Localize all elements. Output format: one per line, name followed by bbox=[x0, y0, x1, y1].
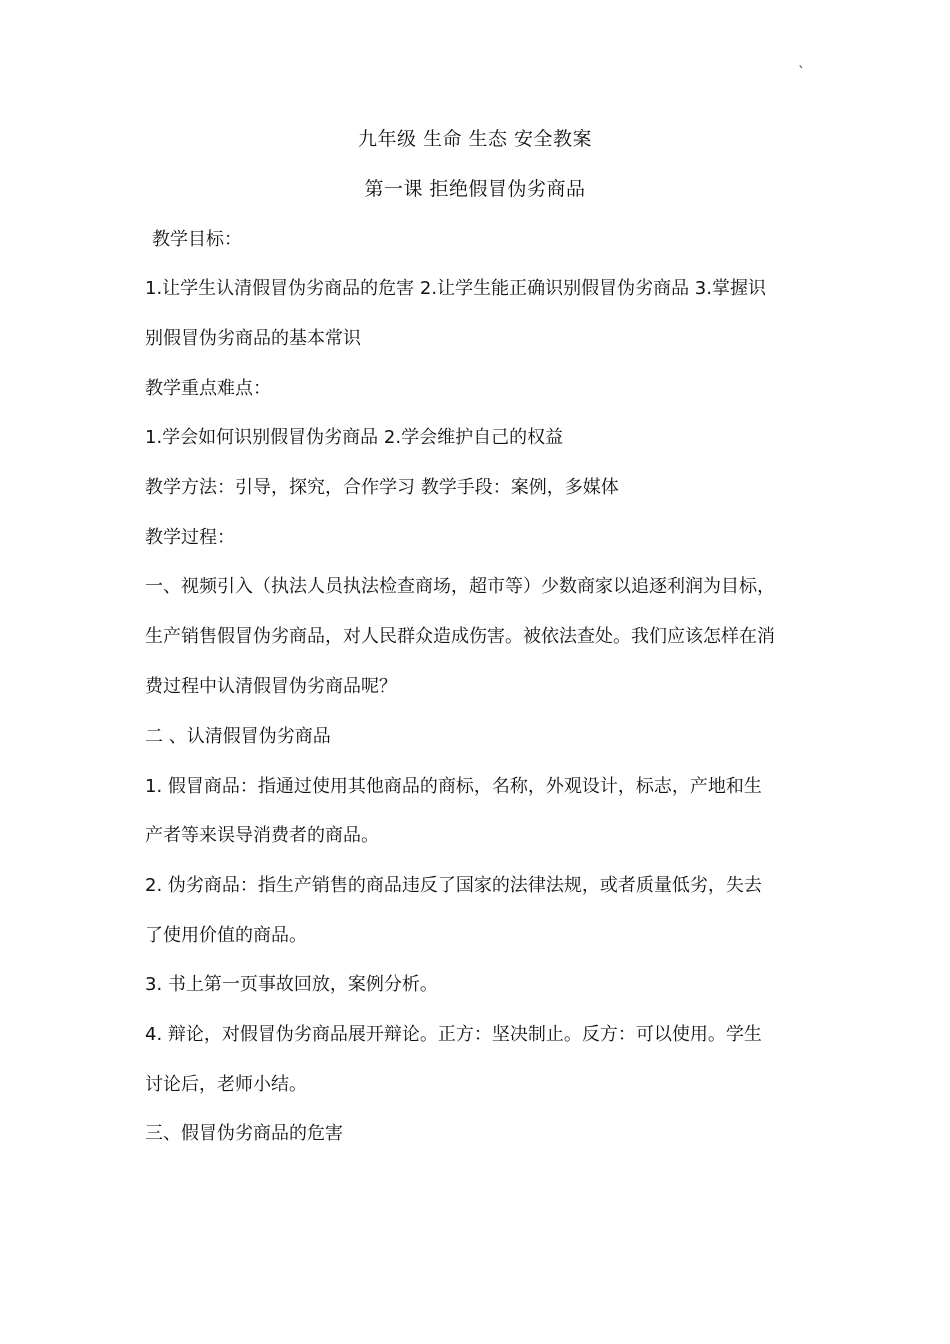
paragraph-line: 教学方法：引导，探究，合作学习 教学手段：案例，多媒体 bbox=[145, 477, 619, 498]
document-title: 九年级 生命 生态 安全教案 bbox=[357, 128, 593, 150]
paragraph-line: 1. 假冒商品：指通过使用其他商品的商标，名称，外观设计，标志，产地和生 bbox=[145, 776, 762, 797]
paragraph-line: 了使用价值的商品。 bbox=[145, 925, 307, 946]
section-heading-objectives: 教学目标： bbox=[152, 229, 242, 250]
paragraph-line: 2. 伪劣商品：指生产销售的商品违反了国家的法律法规，或者质量低劣，失去 bbox=[145, 875, 762, 896]
paragraph-line: 产者等来误导消费者的商品。 bbox=[145, 825, 379, 846]
paragraph-line: 一、视频引入（执法人员执法检查商场，超市等）少数商家以追逐利润为目标， bbox=[145, 576, 775, 597]
corner-mark: ` bbox=[798, 65, 805, 81]
paragraph-line: 生产销售假冒伪劣商品，对人民群众造成伤害。被依法查处。我们应该怎样在消 bbox=[145, 626, 775, 647]
paragraph-line: 别假冒伪劣商品的基本常识 bbox=[145, 328, 361, 349]
section-heading-three: 三、假冒伪劣商品的危害 bbox=[145, 1123, 343, 1144]
paragraph-line: 4. 辩论，对假冒伪劣商品展开辩论。正方：坚决制止。反方：可以使用。学生 bbox=[145, 1024, 762, 1045]
paragraph-line: 讨论后，老师小结。 bbox=[145, 1074, 307, 1095]
lesson-title: 第一课 拒绝假冒伪劣商品 bbox=[364, 178, 586, 200]
paragraph-line: 费过程中认清假冒伪劣商品呢？ bbox=[145, 676, 397, 697]
section-heading-process: 教学过程： bbox=[145, 527, 235, 548]
section-heading-two: 二 、认清假冒伪劣商品 bbox=[145, 726, 331, 747]
section-heading-key-points: 教学重点难点： bbox=[145, 378, 271, 399]
paragraph-line: 1.学会如何识别假冒伪劣商品 2.学会维护自己的权益 bbox=[145, 427, 564, 448]
paragraph-line: 1.让学生认清假冒伪劣商品的危害 2.让学生能正确识别假冒伪劣商品 3.掌握识 bbox=[145, 278, 766, 299]
paragraph-line: 3. 书上第一页事故回放，案例分析。 bbox=[145, 974, 438, 995]
